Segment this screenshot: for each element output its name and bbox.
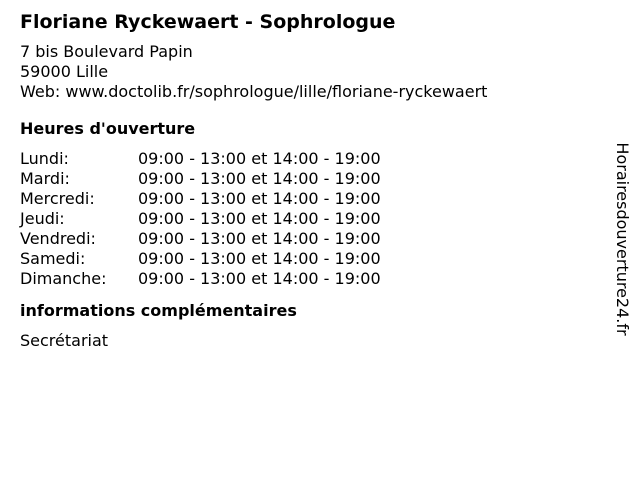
day-label: Jeudi: [20,209,65,228]
time-range: 09:00 - 13:00 et 14:00 - 19:00 [138,209,381,228]
time-range: 09:00 - 13:00 et 14:00 - 19:00 [138,189,381,208]
business-listing [20,9,600,351]
address-street: 7 bis Boulevard Papin [20,42,193,61]
opening-hours-heading: Heures d'ouverture [20,119,196,138]
time-range: 09:00 - 13:00 et 14:00 - 19:00 [138,149,381,168]
additional-info-heading: informations complémentaires [20,301,297,320]
additional-info-text: Secrétariat [20,331,109,350]
hours-row-wednesday [20,189,600,209]
hours-row-thursday [20,209,600,229]
time-range: 09:00 - 13:00 et 14:00 - 19:00 [138,229,381,248]
address-city: 59000 Lille [20,62,109,81]
site-watermark: Horairesdouverture24.fr [613,142,632,336]
time-range: 09:00 - 13:00 et 14:00 - 19:00 [138,269,381,288]
opening-hours-table [20,149,600,289]
hours-row-saturday [20,249,600,269]
day-label: Mercredi: [20,189,95,208]
day-label: Samedi: [20,249,86,268]
day-label: Vendredi: [20,229,96,248]
hours-row-tuesday [20,169,600,189]
hours-row-monday [20,149,600,169]
page-title: Floriane Ryckewaert - Sophrologue [20,11,396,33]
day-label: Lundi: [20,149,69,168]
hours-row-friday [20,229,600,249]
time-range: 09:00 - 13:00 et 14:00 - 19:00 [138,169,381,188]
hours-row-sunday [20,269,600,289]
day-label: Dimanche: [20,269,107,288]
time-range: 09:00 - 13:00 et 14:00 - 19:00 [138,249,381,268]
address-block [20,42,600,102]
day-label: Mardi: [20,169,70,188]
website-text: Web: www.doctolib.fr/sophrologue/lille/floriane-ryckewaert [20,82,488,101]
